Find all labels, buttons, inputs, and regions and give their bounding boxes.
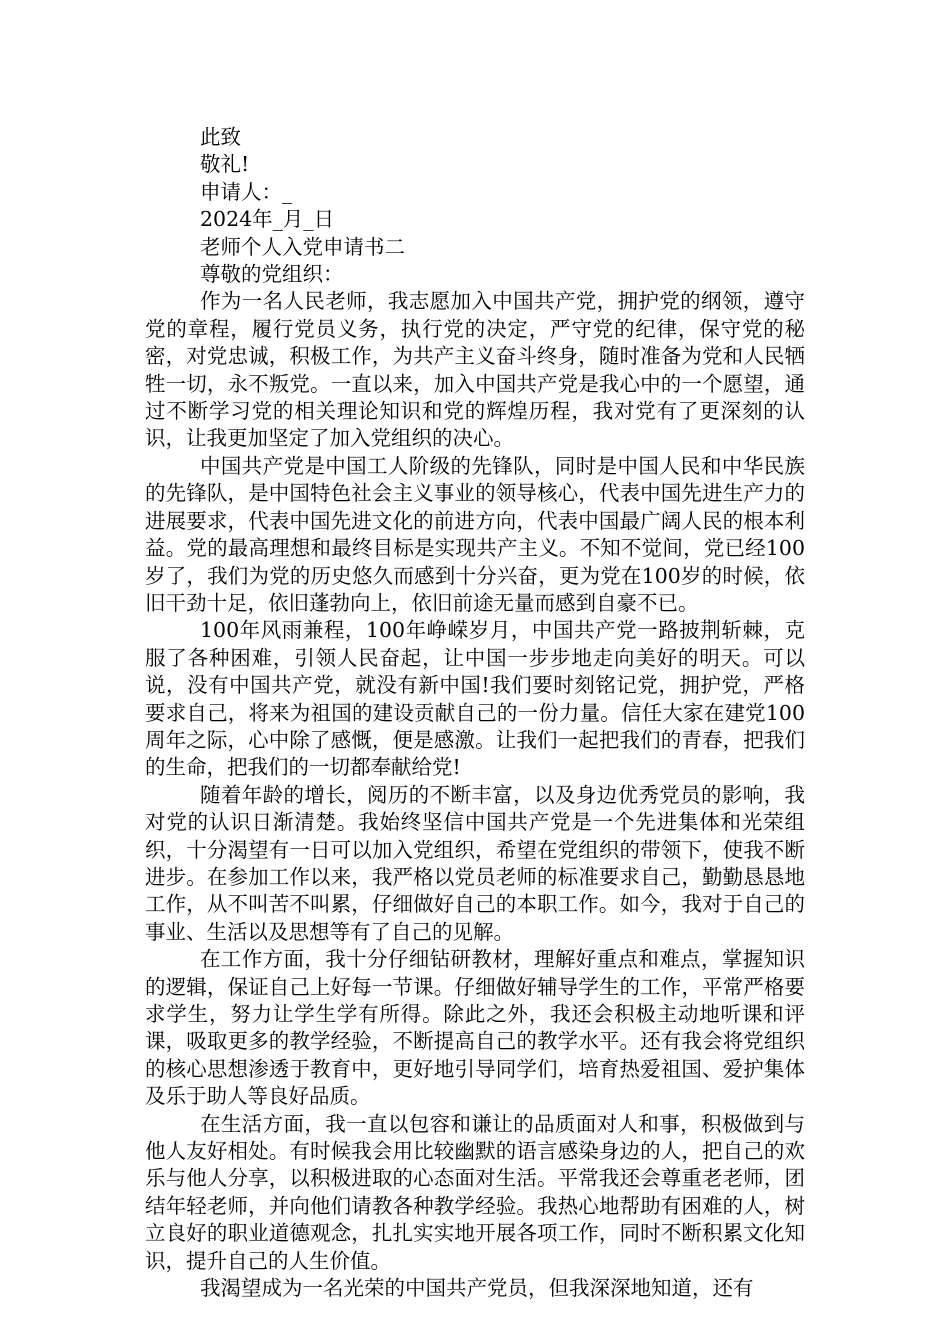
closing-line: 此致 [200, 125, 241, 149]
greeting-line: 尊敬的党组织： [200, 262, 344, 287]
applicant-line: 申请人：_ [200, 179, 293, 204]
body-paragraph: 在工作方面，我十分仔细钻研教材，理解好重点和难点，掌握知识的逻辑，保证自己上好每一节课。仔细做好辅导学生的工作，平常严格要求学生，努力让学生学有所得。除此之外，我还会积极主动地听课和评课，吸取更多的教学经验，不断提高自己的教学水平。还有我会将党组织的核心思想渗透于教育中，更好地引导同学们，培育热爱祖国、爱护集体及乐于助人等良好品质。 [145, 947, 805, 1109]
date-line: 2024年_月_日 [200, 207, 335, 232]
body-paragraph: 在生活方面，我一直以包容和谦让的品质面对人和事，积极做到与他人友好相处。有时候我会用比较幽默的语言感染身边的人，把自己的欢乐与他人分享，以积极进取的心态面对生活。平常我还会尊重老老师，团结年轻老师，并向他们请教各种教学经验。我热心地帮助有困难的人，树立良好的职业道德观念，扎扎实实地开展各项工作，同时不断积累文化知识，提升自己的人生价值。 [145, 1111, 805, 1273]
document-title: 老师个人入党申请书二 [200, 234, 405, 259]
body-paragraph: 100年风雨兼程，100年峥嵘岁月，中国共产党一路披荆斩棘，克服了各种困难，引领人民奋起，让中国一步步地走向美好的明天。可以说，没有中国共产党，就没有新中国!我们要时刻铭记党，拥护党，严格要求自己，将来为祖国的建设贡献自己的一份力量。信任大家在建党100周年之际，心中除了感慨，便是感激。让我们一起把我们的青春，把我们的生命，把我们的一切都奉献给党! [145, 618, 805, 780]
body-paragraph: 随着年龄的增长，阅历的不断丰富，以及身边优秀党员的影响，我对党的认识日渐清楚。我始终坚信中国共产党是一个先进集体和光荣组织，十分渴望有一日可以加入党组织，希望在党组织的带领下，使我不断进步。在参加工作以来，我严格以党员老师的标准要求自己，勤勤恳恳地工作，从不叫苦不叫累，仔细做好自己的本职工作。如今，我对于自己的事业、生活以及思想等有了自己的见解。 [145, 782, 805, 944]
body-paragraph: 中国共产党是中国工人阶级的先锋队，同时是中国人民和中华民族的先锋队，是中国特色社会主义事业的领导核心，代表中国先进生产力的进展要求，代表中国先进文化的前进方向，代表中国最广阔人民的根本利益。党的最高理想和最终目标是实现共产主义。不知不觉间，党已经100岁了，我们为党的历史悠久而感到十分兴奋，更为党在100岁的时候，依旧干劲十足，依旧蓬勃向上，依旧前途无量而感到自豪不已。 [145, 453, 805, 615]
body-paragraph: 作为一名人民老师，我志愿加入中国共产党，拥护党的纲领，遵守党的章程，履行党员义务，执行党的决定，严守党的纪律，保守党的秘密，对党忠诚，积极工作，为共产主义奋斗终身，随时准备为党和人民牺牲一切，永不叛党。一直以来，加入中国共产党是我心中的一个愿望，通过不断学习党的相关理论知识和党的辉煌历程，我对党有了更深刻的认识，让我更加坚定了加入党组织的决心。 [145, 289, 805, 451]
salute-line: 敬礼! [200, 152, 250, 177]
body-paragraph: 我渴望成为一名光荣的中国共产党员，但我深深地知道，还有 [200, 1276, 754, 1301]
document-body [145, 124, 805, 1302]
